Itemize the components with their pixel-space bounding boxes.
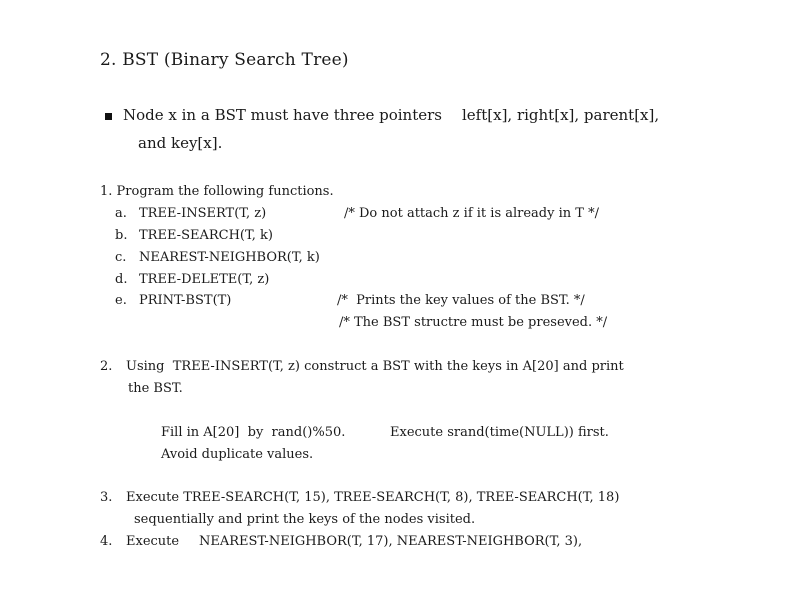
task1-item-d-func: TREE-DELETE(T, z) bbox=[139, 272, 270, 287]
task1-item-b-label: b. bbox=[115, 228, 128, 243]
task1-heading: 1. Program the following functions. bbox=[100, 184, 334, 199]
task1-item-a-func: TREE-INSERT(T, z) bbox=[139, 206, 267, 221]
task1-item-e-comment2: /* The BST structre must be preseved. */ bbox=[339, 315, 608, 330]
square-bullet-icon bbox=[105, 113, 112, 120]
task2-line2: the BST. bbox=[128, 381, 183, 396]
task1-item-b-func: TREE-SEARCH(T, k) bbox=[139, 228, 273, 243]
task1-item-e-comment: /* Prints the key values of the BST. */ bbox=[337, 293, 585, 308]
task1-item-a-label: a. bbox=[115, 206, 127, 221]
task2-note1a: Fill in A[20] by rand()%50. bbox=[161, 425, 346, 440]
task1-item-d-label: d. bbox=[115, 272, 128, 287]
task4-line1a: Execute bbox=[126, 534, 180, 549]
task1-item-e-func: PRINT-BST(T) bbox=[139, 293, 232, 308]
bullet-text-line2: and key[x]. bbox=[138, 134, 223, 152]
task2-line1: Using TREE-INSERT(T, z) construct a BST with the keys in A[20] and print bbox=[126, 359, 624, 374]
task1-item-e-label: e. bbox=[115, 293, 127, 308]
task1-item-c-func: NEAREST-NEIGHBOR(T, k) bbox=[139, 250, 320, 265]
task1-item-c-label: c. bbox=[115, 250, 127, 265]
task2-note2: Avoid duplicate values. bbox=[161, 447, 314, 462]
task4-line1b: NEAREST-NEIGHBOR(T, 17), NEAREST-NEIGHBOR(T, 3), bbox=[199, 534, 583, 549]
task3-number: 3. bbox=[100, 490, 113, 505]
task2-note1b: Execute srand(time(NULL)) first. bbox=[390, 425, 609, 440]
task2-number: 2. bbox=[100, 359, 113, 374]
task4-number: 4. bbox=[100, 534, 113, 549]
task3-line1: Execute TREE-SEARCH(T, 15), TREE-SEARCH(T, 8), TREE-SEARCH(T, 18) bbox=[126, 490, 620, 505]
section-title: 2. BST (Binary Search Tree) bbox=[100, 50, 349, 70]
bullet-text-line1: Node x in a BST must have three pointers bbox=[123, 106, 442, 124]
task1-item-a-comment: /* Do not attach z if it is already in T */ bbox=[344, 206, 599, 221]
bullet-pointers: left[x], right[x], parent[x], bbox=[462, 106, 660, 124]
task3-line2: sequentially and print the keys of the nodes visited. bbox=[134, 512, 476, 527]
